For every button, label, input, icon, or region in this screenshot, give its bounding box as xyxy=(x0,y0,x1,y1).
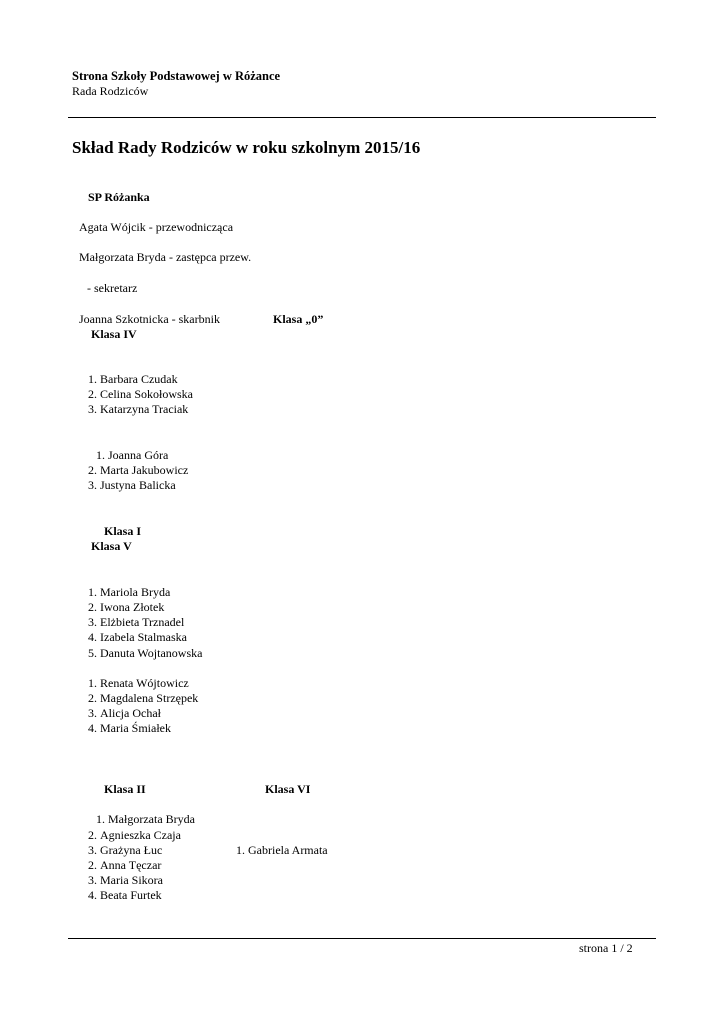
list-item: 3. Katarzyna Traciak xyxy=(88,402,189,416)
class-heading-iv: Klasa IV xyxy=(91,327,137,341)
list-item: 1. Małgorzata Bryda xyxy=(96,812,195,826)
board-treasurer: Joanna Szkotnicka - skarbnik xyxy=(79,312,220,326)
list-item: 5. Danuta Wojtanowska xyxy=(88,646,203,660)
class-heading-vi: Klasa VI xyxy=(265,782,311,796)
list-item: 2. Anna Tęczar xyxy=(88,858,162,872)
list-item: 3. Grażyna Łuc xyxy=(88,843,163,857)
list-item: 3. Alicja Ochał xyxy=(88,706,161,720)
list-item: 1. Gabriela Armata xyxy=(236,843,328,857)
header-divider xyxy=(68,117,656,118)
board-deputy: Małgorzata Bryda - zastępca przew. xyxy=(79,250,252,264)
list-item: 2. Agnieszka Czaja xyxy=(88,828,181,842)
school-heading: SP Różanka xyxy=(88,190,150,204)
site-subtitle: Rada Rodziców xyxy=(72,84,149,98)
board-chair: Agata Wójcik - przewodnicząca xyxy=(79,220,234,234)
page-number: strona 1 / 2 xyxy=(579,941,633,955)
list-item: 1. Mariola Bryda xyxy=(88,585,171,599)
class-heading-i: Klasa I xyxy=(104,524,142,538)
class-heading-v: Klasa V xyxy=(91,539,132,553)
list-item: 4. Maria Śmiałek xyxy=(88,721,171,735)
list-item: 2. Magdalena Strzępek xyxy=(88,691,199,705)
list-item: 3. Justyna Balicka xyxy=(88,478,176,492)
footer-divider xyxy=(68,938,656,939)
list-item: 2. Marta Jakubowicz xyxy=(88,463,189,477)
list-item: 4. Beata Furtek xyxy=(88,888,162,902)
class-heading-ii: Klasa II xyxy=(104,782,146,796)
list-item: 1. Barbara Czudak xyxy=(88,372,178,386)
page-title: Skład Rady Rodziców w roku szkolnym 2015/16 xyxy=(72,138,421,157)
list-item: 1. Renata Wójtowicz xyxy=(88,676,189,690)
class-heading-0: Klasa „0” xyxy=(273,312,324,326)
list-item: 2. Iwona Złotek xyxy=(88,600,165,614)
list-item: 4. Izabela Stalmaska xyxy=(88,630,187,644)
list-item: 3. Maria Sikora xyxy=(88,873,163,887)
board-secretary: - sekretarz xyxy=(87,281,138,295)
list-item: 1. Joanna Góra xyxy=(96,448,169,462)
list-item: 3. Elżbieta Trznadel xyxy=(88,615,185,629)
list-item: 2. Celina Sokołowska xyxy=(88,387,193,401)
site-name: Strona Szkoły Podstawowej w Różance xyxy=(72,69,281,83)
